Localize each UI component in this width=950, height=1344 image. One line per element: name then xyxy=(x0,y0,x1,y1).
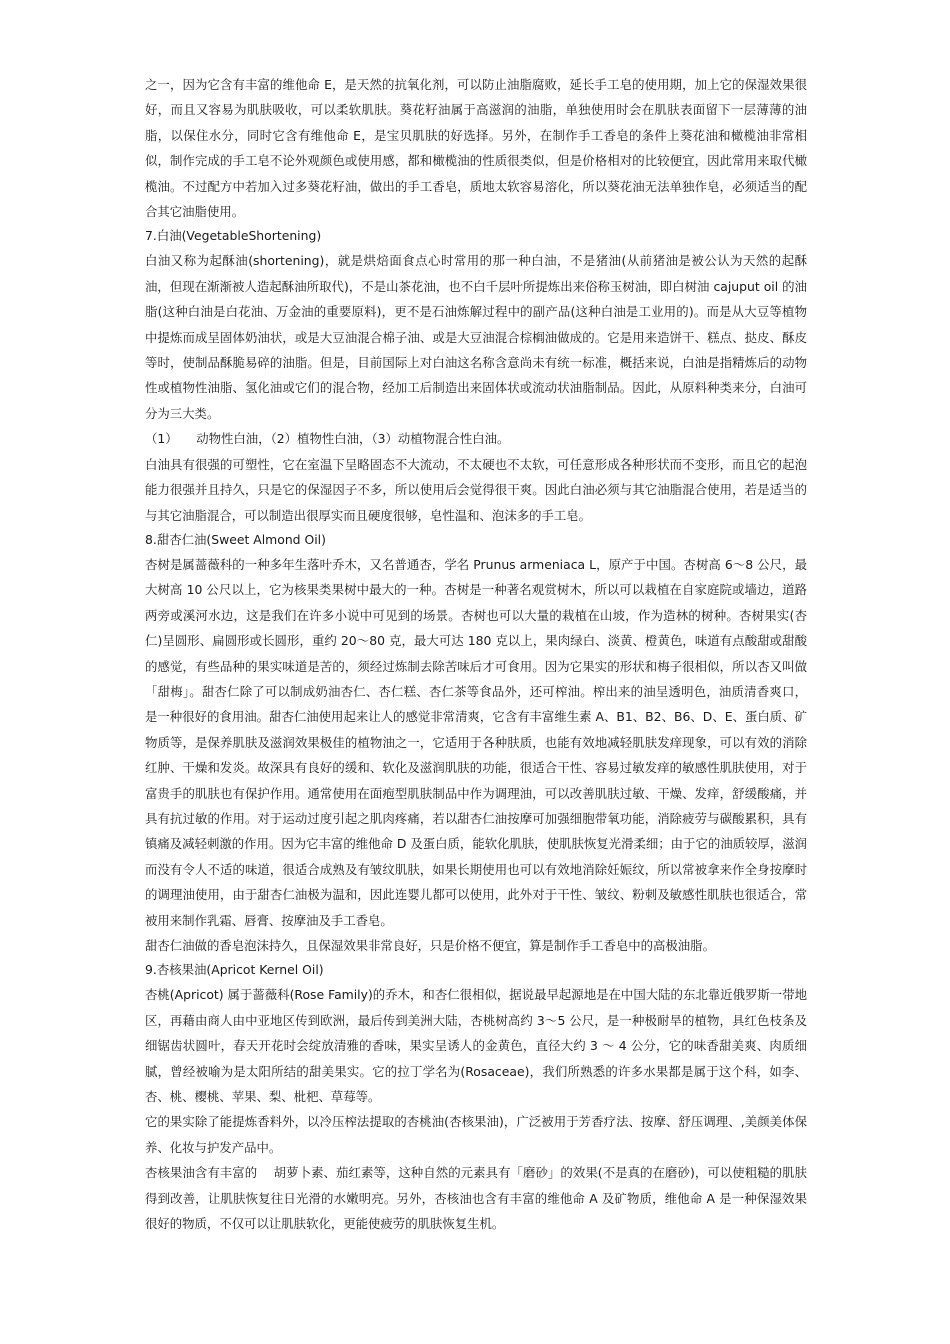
heading-sweet-almond-oil: 8.甜杏仁油(Sweet Almond Oil) xyxy=(145,531,326,547)
heading-vegetable-shortening: 7.白油(VegetableShortening) xyxy=(145,228,322,244)
document-body xyxy=(145,72,820,1236)
heading-apricot-kernel-oil: 9.杏核果油(Apricot Kernel Oil) xyxy=(145,962,324,978)
shortening-types-list: （1） 动物性白油，（2）植物性白油，（3）动植物混合性白油。 xyxy=(145,431,510,447)
paragraph-almond-oil-intro: 杏树是属蔷薇科的一种多年生落叶乔木，又名普通杏，学名 Prunus armeniaca L，原产于中国。杏树高 6～8 公尺，最大树高 10 公尺以上，它为核果类果树中最大的一种。杏树是一种著名观赏树木，所以可以栽植在自家庭院或墙边，道路两旁或溪河水边，这是我们在许多小说中可见到的场景。杏树也可以大量的栽植在山坡，作为造林的树种。杏树果实(杏仁)呈圆形、扁圆形或长圆形，重约 20～80 克，最大可达 180 克以上，果肉绿白、淡黄、橙黄色，味道有点酸甜或甜酸的感觉，有些品种的果实味道是苦的，须经过炼制去除苦味后才可食用。因为它果实的形状和梅子很相似，所以杏又叫做「甜梅」。甜杏仁除了可以制成奶油杏仁、杏仁糕、杏仁茶等食品外，还可榨油。榨出来的油呈透明色，油质清香爽口，是一种很好的食用油。甜杏仁油使用起来让人的感觉非常清爽，它含有丰富维生素 A、B1、B2、B6、D、E、蛋白质、矿物质等，是保养肌肤及滋润效果极佳的植物油之一，它适用于各种肤质，也能有效地减轻肌肤发痒现象，可以有效的消除红肿、干燥和发炎。故深具有良好的缓和、软化及滋润肌肤的功能，很适合干性、容易过敏发痒的敏感性肌肤使用，对于富贵手的肌肤也有保护作用。通常使用在面疱型肌肤制品中作为调理油，可以改善肌肤过敏、干燥、发痒，舒缓酸痛，并具有抗过敏的作用。对于运动过度引起之肌肉疼痛，若以甜杏仁油按摩可加强细胞带氧功能，消除疲劳与碳酸累积，具有镇痛及减轻刺激的作用。因为它丰富的维他命 D 及蛋白质，能软化肌肤，使肌肤恢复光滑柔细；由于它的油质较厚，滋润而没有令人不适的味道，很适合成熟及有皱纹肌肤，如果长期使用也可以有效地消除妊娠纹，所以常被拿来作全身按摩时的调理油使用，由于甜杏仁油极为温和，因此连婴儿都可以使用，此外对于干性、皱纹、粉刺及敏感性肌肤也很适合，常被用来制作乳霜、唇膏、按摩油及手工香皂。 xyxy=(145,556,807,928)
paragraph-almond-oil-soap: 甜杏仁油做的香皂泡沫持久，且保湿效果非常良好，只是价格不便宜，算是制作手工香皂中的高极油脂。 xyxy=(145,938,715,953)
paragraph-shortening-intro: 白油又称为起酥油(shortening)，就是烘焙面食点心时常用的那一种白油，不是猪油(从前猪油是被公认为天然的起酥油，但现在渐渐被人造起酥油所取代)，不是山茶花油，也不白千层叶所提炼出来俗称玉树油，即白树油 cajuput oil 的油脂(这种白油是白花油、万金油的重要原料)，更不是石油炼解过程中的副产品(这种白油是工业用的)。而是从大豆等植物中提炼而成呈固体奶油状，或是大豆油混合棉子油、或是大豆油混合棕榈油做成的。它是用来造饼干、糕点、挞皮、酥皮 等时，使制品酥脆易碎的油脂。但是，目前国际上对白油这名称含意尚未有统一标准，概括来说，白油是指精炼后的动物性或植物性油脂、氢化油或它们的混合物，经加工后制造出来固体状或流动状油脂制品。因此，从原料种类来分，白油可分为三大类。 xyxy=(145,253,820,421)
paragraph-apricot-uses: 它的果实除了能提炼香料外，以冷压榨法提取的杏桃油(杏核果油)，广泛被用于芳香疗法、按摩、舒压调理、,美颜美体保养、化妆与护发产品中。 xyxy=(145,1114,807,1155)
paragraph-apricot-benefits: 杏核果油含有丰富的 胡萝卜素、茄红素等，这种自然的元素具有「磨砂」的效果(不是真的在磨砂)，可以使粗糙的肌肤得到改善，让肌肤恢复往日光滑的水嫩明亮。另外，杏核油也含有丰富的维他命 A 及矿物质，维他命 A 是一种保湿效果很好的物质，不仅可以让肌肤软化，更能使疲劳的肌肤恢复生机。 xyxy=(145,1165,807,1232)
paragraph-apricot-intro: 杏桃(Apricot) 属于蔷薇科(Rose Family)的乔木，和杏仁很相似，据说最早起源地是在中国大陆的东北靠近俄罗斯一带地区，再藉由商人由中亚地区传到欧洲，最后传到美洲大陆，杏桃树高约 3～5 公尺，是一种极耐旱的植物，具红色枝条及细锯齿状圆叶，春天开花时会绽放清雅的香味，果实呈诱人的金黄色，直径大约 3 ～ 4 公分，它的味香甜美爽、肉质细腻，曾经被喻为是太阳所结的甜美果实。它的拉丁学名为(Rosaceae)，我们所熟悉的许多水果都是属于这个科，如李、杏、桃、樱桃、苹果、梨、枇杷、草莓等。 xyxy=(145,987,807,1105)
paragraph-sunflower-oil: 之一，因为它含有丰富的维他命 E，是天然的抗氧化剂，可以防止油脂腐败，延长手工皂的使用期，加上它的保湿效果很好，而且又容易为肌肤吸收，可以柔软肌肤。葵花籽油属于高滋润的油脂，单独使用时会在肌肤表面留下一层薄薄的油脂，以保住水分，同时它含有维他命 E，是宝贝肌肤的好选择。另外，在制作手工香皂的条件上葵花油和橄榄油非常相似，制作完成的手工皂不论外观颜色或使用感，都和橄榄油的性质很类似，但是价格相对的比较便宜，因此常用来取代橄榄油。不过配方中若加入过多葵花籽油，做出的手工香皂，质地太软容易溶化，所以葵花油无法单独作皂，必须适当的配合其它油脂使用。 xyxy=(145,77,807,220)
paragraph-shortening-properties: 白油具有很强的可塑性，它在室温下呈略固态不大流动，不太硬也不太软，可任意形成各种形状而不变形，而且它的起泡能力很强并且持久，只是它的保湿因子不多，所以使用后会觉得很干爽。因此白油必须与其它油脂混合使用，若是适当的与其它油脂混合，可以制造出很厚实而且硬度很够，皂性温和、泡沫多的手工皂。 xyxy=(145,456,807,523)
